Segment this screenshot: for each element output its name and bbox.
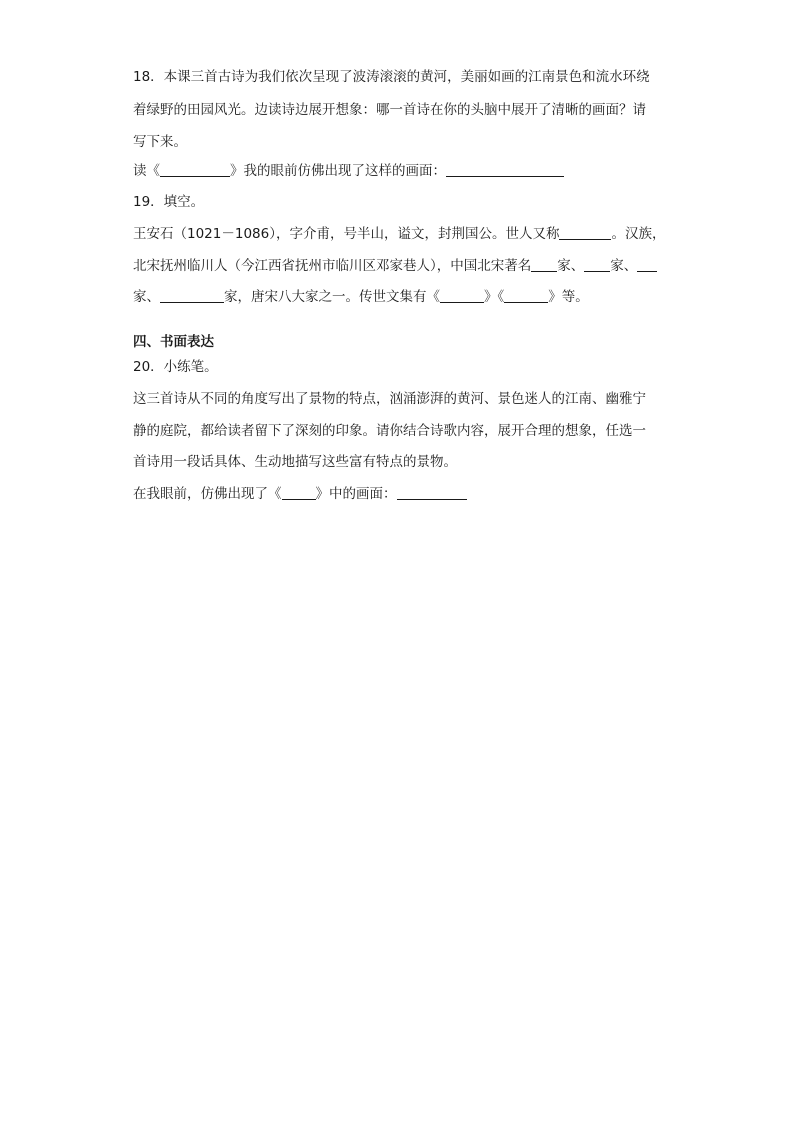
q19-line-3-text-b: 家，唐宋八大家之一。传世文集有《 (224, 289, 440, 305)
q18-answer-mid: 》我的眼前仿佛出现了这样的画面： (230, 163, 446, 179)
q20-poem-blank[interactable] (282, 485, 316, 500)
q20-line-1: 这三首诗从不同的角度写出了景物的特点，汹涌澎湃的黄河、景色迷人的江南、幽雅宁 (133, 391, 646, 407)
q19-collection-blank-2[interactable] (504, 288, 548, 303)
q19-line-2-text-a: 北宋抚州临川人（今江西省抚州市临川区邓家巷人），中国北宋著名 (133, 258, 532, 274)
q18-line-2: 着绿野的田园风光。边读诗边展开想象：哪一首诗在你的头脑中展开了清晰的画面？请 (133, 102, 646, 118)
q20-answer-mid: 》中的画面： (315, 486, 397, 502)
q20-line-3: 首诗用一段话具体、生动地描写这些富有特点的景物。 (133, 454, 457, 470)
q19-line-1-text-a: 王安石（1021－1086），字介甫，号半山，谥文，封荆国公。世人又称 (133, 226, 560, 242)
q19-profession-blank-3[interactable] (637, 257, 657, 272)
q19-line-2 (133, 257, 657, 275)
q19-title: 19．填空。 (133, 194, 205, 210)
q18-line-3: 写下来。 (133, 134, 187, 150)
q19-title-blank[interactable] (559, 225, 611, 240)
q19-line-3-text-c: 》《 (484, 289, 505, 305)
q18-poem-blank[interactable] (160, 162, 230, 177)
q19-line-3-text-d: 》等。 (548, 289, 589, 305)
q19-line-2-text-c: 家、 (610, 258, 638, 274)
q19-profession-blank-4[interactable] (160, 288, 224, 303)
q18-answer-line (133, 162, 564, 180)
q20-line-2: 静的庭院，都给读者留下了深刻的印象。请你结合诗歌内容，展开合理的想象，任选一 (133, 423, 646, 439)
q19-line-1-text-b: 。汉族， (611, 226, 666, 242)
q19-collection-blank-1[interactable] (440, 288, 484, 303)
q19-line-3 (133, 288, 589, 306)
q19-profession-blank-1[interactable] (531, 257, 557, 272)
q18-scene-blank[interactable] (446, 162, 564, 177)
q19-line-2-text-b: 家、 (557, 258, 585, 274)
q19-line-1 (133, 225, 665, 243)
q18-answer-prefix: 读《 (133, 163, 160, 179)
q20-scene-blank[interactable] (397, 485, 467, 500)
section-heading: 四、书面表达 (133, 334, 214, 350)
q18-line-1: 18．本课三首古诗为我们依次呈现了波涛滚滚的黄河，美丽如画的江南景色和流水环绕 (133, 69, 650, 85)
q20-answer-prefix: 在我眼前，仿佛出现了《 (133, 486, 282, 502)
q20-title: 20．小练笔。 (133, 359, 218, 375)
q19-profession-blank-2[interactable] (584, 257, 610, 272)
q20-answer-line (133, 485, 467, 503)
q19-line-3-text-a: 家、 (133, 289, 160, 305)
